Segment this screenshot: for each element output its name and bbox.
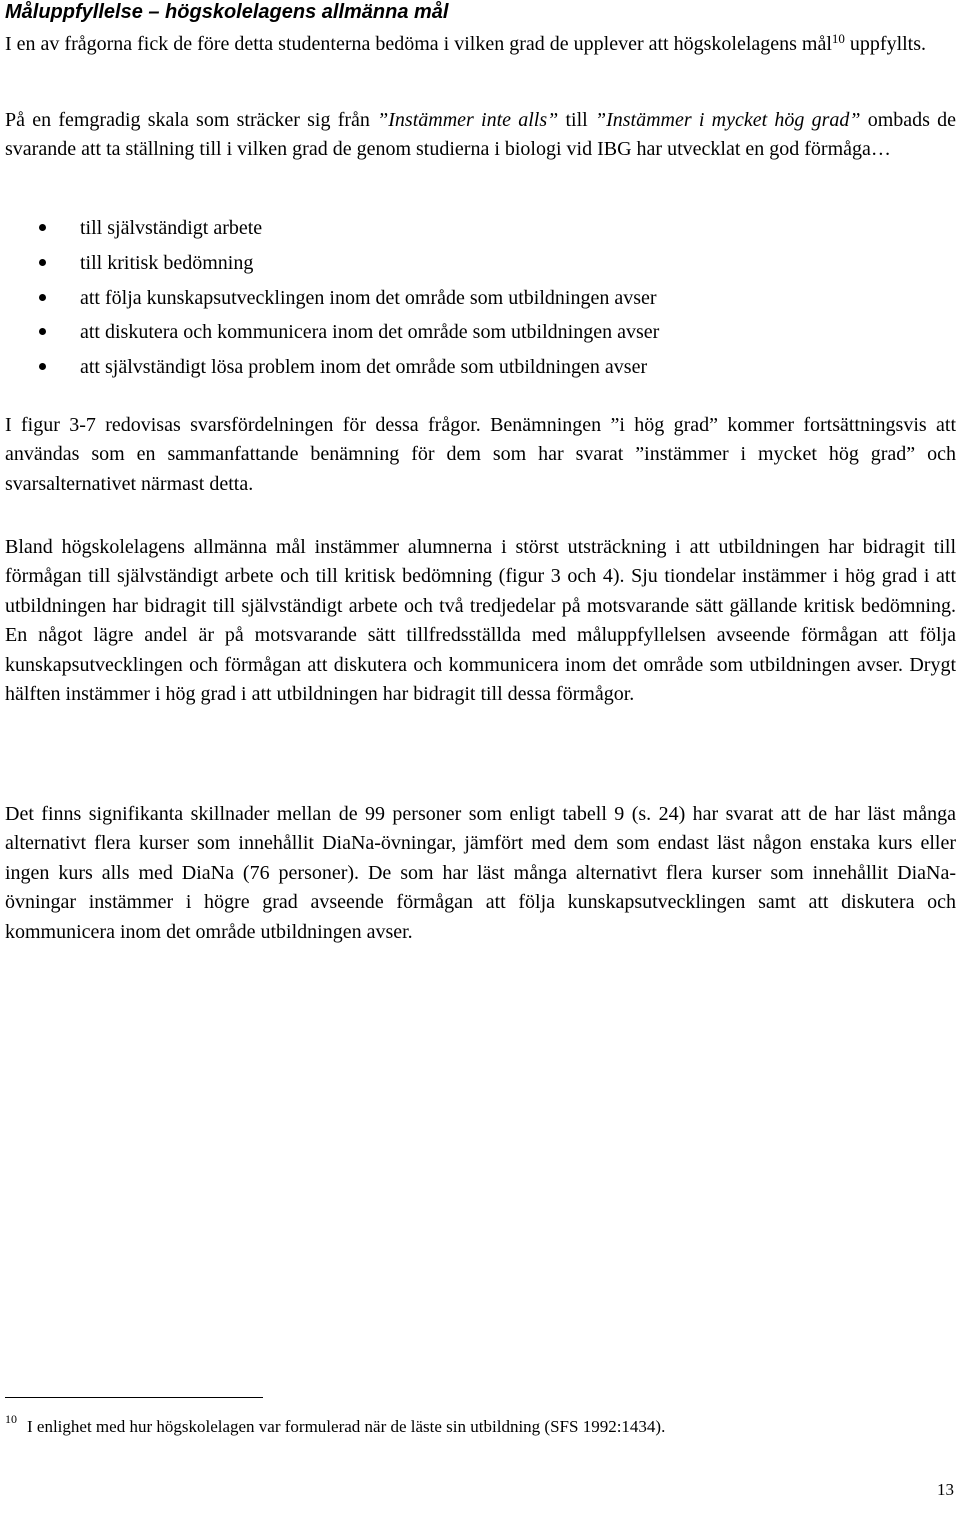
scale-text-3: ombads de svarande att ta ställning till i vilken grad de genom studierna i biologi vid IBG har utvecklat en god förmåga… — [5, 109, 957, 161]
scale-text-2: till — [558, 109, 595, 131]
footnote-number: 10 — [5, 1412, 17, 1426]
list-item-text: att diskutera och kommunicera inom det område som utbildningen avser — [80, 321, 660, 344]
section-heading: Måluppfyllelse – högskolelagens allmänna mål — [5, 1, 449, 23]
diana-paragraph: Det finns signifikanta skillnader mellan de 99 personer som enligt tabell 9 (s. 24) har svarat att de har läst många alternativt flera kurser som innehållit DiaNa-övningar, jämfört med dem som endast läst någon enstaka kurs eller ingen kurs alls med DiaNa (76 personer). De som har läst många alternativt flera kurser som innehållit DiaNa-övningar instämmer i högre grad avseende förmågan att följa kunskapsutvecklingen samt att diskutera och kommunicera inom det område utbildningen avser. — [5, 803, 956, 943]
footnote-reference[interactable]: 10 — [831, 31, 845, 46]
list-item-text: att självständigt lösa problem inom det område som utbildningen avser — [80, 356, 648, 379]
footnote — [5, 1413, 665, 1441]
list-item — [0, 284, 659, 319]
footnote-divider — [5, 1397, 263, 1398]
results-paragraph: Bland högskolelagens allmänna mål instämmer alumnerna i störst utsträckning i att utbildningen har bidragit till förmågan till självständigt arbete och till kritisk bedömning (figur 3 och 4). Sju tiondelar instämmer i hög grad i att utbildningen har bidragit till självständigt arbete och två tredjedelar på motsvarande sätt gällande kritisk bedömning. En något lägre andel är på motsvarande sätt tillfredsställda med måluppfyllelsen avseende förmågan att följa kunskapsutvecklingen och förmågan att diskutera och kommunicera inom det område som utbildningen avser. Drygt hälften instämmer i hög grad i att utbildningen har bidragit till dessa förmågor. — [5, 536, 956, 706]
bullet-icon — [39, 224, 46, 231]
figures-paragraph: I figur 3-7 redovisas svarsfördelningen för dessa frågor. Benämningen ”i hög grad” kommer fortsättningsvis att användas som en sammanfattande benämning för dem som har svarat ”instämmer i mycket hög grad” och svarsalternativet närmast detta. — [5, 414, 956, 495]
bullet-icon — [39, 363, 46, 370]
bullet-icon — [39, 259, 46, 266]
bullet-icon — [39, 294, 46, 301]
scale-quote-low: ”Instämmer inte alls” — [377, 109, 559, 131]
footnote-text: I enlighet med hur högskolelagen var formulerad när de läste sin utbildning (SFS 1992:1434). — [27, 1417, 666, 1436]
list-item — [0, 353, 659, 388]
list-item-text: till självständigt arbete — [80, 217, 263, 239]
list-item — [0, 318, 659, 353]
intro-paragraph — [5, 30, 956, 59]
list-item-text: till kritisk bedömning — [80, 251, 254, 274]
list-item — [0, 214, 659, 249]
scale-quote-high: ”Instämmer i mycket hög grad” — [594, 109, 861, 131]
list-item-text: att följa kunskapsutvecklingen inom det område som utbildningen avser — [80, 286, 657, 309]
list-item — [0, 249, 659, 284]
intro-text: I en av frågorna fick de före detta studenterna bedöma i vilken grad de upplever att högskolelagens mål — [5, 33, 832, 55]
ability-list — [0, 214, 659, 388]
intro-text-end: uppfyllts. — [844, 33, 927, 55]
scale-text-1: På en femgradig skala som sträcker sig från — [5, 109, 378, 131]
bullet-icon — [39, 328, 46, 335]
page-number: 13 — [937, 1480, 954, 1499]
scale-paragraph — [5, 106, 956, 165]
